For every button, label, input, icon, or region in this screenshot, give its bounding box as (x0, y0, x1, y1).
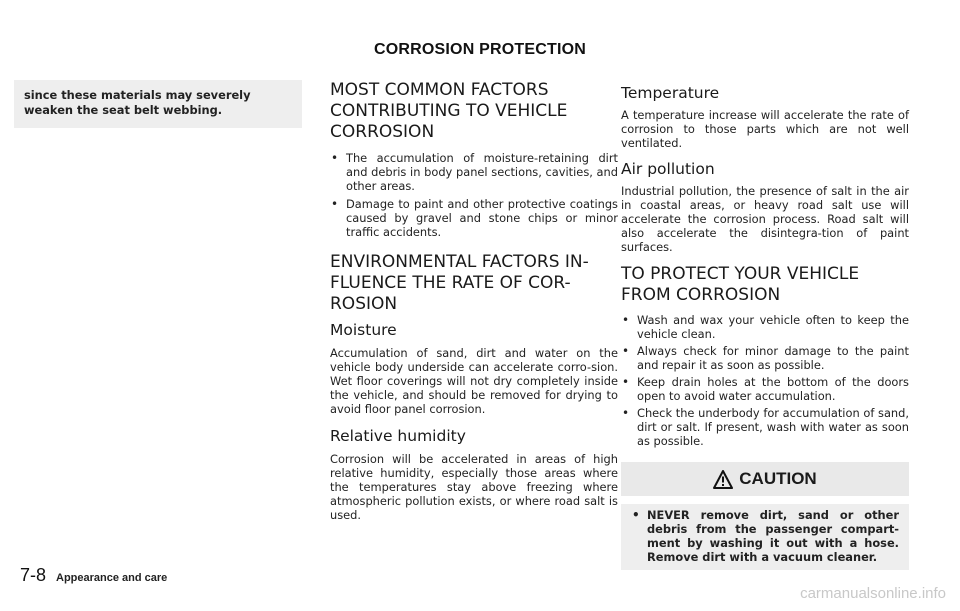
heading-common-factors: MOST COMMON FACTORS CONTRIBUTING TO VEHICLE CORROSION (330, 80, 568, 142)
watermark: carmanualsonline.info (800, 585, 946, 602)
page-title: CORROSION PROTECTION (373, 41, 586, 58)
warning-triangle-icon (713, 470, 733, 489)
list-item: • Damage to paint and other protective coatings caused by gravel and stone chips or minor traffic accidents. (330, 197, 618, 239)
page-footer (20, 565, 167, 586)
heading-moisture: Moisture (330, 321, 397, 339)
air-pollution-text: Industrial pollution, the presence of salt in the air in coastal areas, or heavy road salt use will accelerate the corrosion process. Road salt will also accelerate the disintegra-tion of paint surfaces. (621, 184, 909, 254)
humidity-text: Corrosion will be accelerated in areas of high relative humidity, especially those areas where the temperatures stay above freezing where atmospheric pollution exists, or where road salt is used. (330, 452, 618, 522)
temperature-text: A temperature increase will accelerate the rate of corrosion to those parts which are not well ventilated. (621, 108, 909, 150)
caution-header (621, 462, 909, 496)
list-item: • Check the underbody for accumulation of sand, dirt or salt. If present, wash with water as soon as possible. (621, 406, 909, 448)
caution-box (621, 462, 909, 570)
list-item: • The accumulation of moisture-retaining dirt and debris in body panel sections, cavities, and other areas. (330, 151, 618, 193)
list-item: • Wash and wax your vehicle often to keep the vehicle clean. (621, 313, 909, 341)
list-item: • NEVER remove dirt, sand or other debris from the passenger compart-ment by washing it out with a hose. Remove dirt with a vacuum cleaner. (631, 508, 899, 564)
page-number: 7-8 (20, 565, 47, 585)
protect-list (621, 313, 909, 448)
section-name: Appearance and care (56, 572, 168, 584)
moisture-text: Accumulation of sand, dirt and water on the vehicle body underside can accelerate corro-sion. Wet floor coverings will not dry completely inside the vehicle, and should be removed for drying to avoid floor panel corrosion. (330, 346, 618, 416)
common-factors-list (330, 151, 618, 239)
heading-air-pollution: Air pollution (621, 160, 715, 178)
caution-content (621, 504, 909, 570)
heading-relative-humidity: Relative humidity (330, 427, 466, 445)
continued-warning-note: since these materials may severely weaken the seat belt webbing. (14, 80, 302, 128)
heading-protect-vehicle: TO PROTECT YOUR VEHICLE FROM CORROSION (621, 264, 860, 305)
column-middle (330, 80, 618, 522)
caution-label: CAUTION (739, 469, 817, 488)
column-right (621, 80, 909, 570)
heading-temperature: Temperature (621, 84, 720, 102)
list-item: • Always check for minor damage to the paint and repair it as soon as possible. (621, 344, 909, 372)
caution-list (631, 508, 899, 564)
column-left (14, 80, 302, 128)
caution-gap (621, 496, 909, 504)
heading-environmental-factors: ENVIRONMENTAL FACTORS IN-FLUENCE THE RATE OF COR-ROSION (330, 252, 589, 314)
list-item: • Keep drain holes at the bottom of the doors open to avoid water accumulation. (621, 375, 909, 403)
